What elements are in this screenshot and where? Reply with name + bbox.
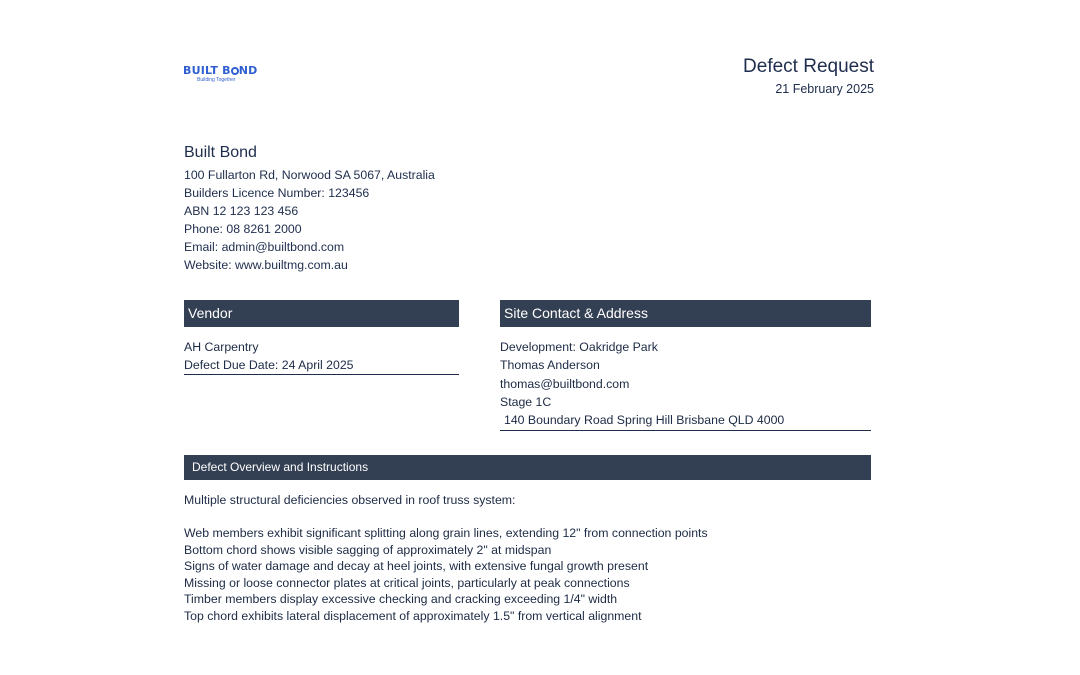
site-heading: Site Contact & Address xyxy=(500,300,871,327)
company-licence: Builders Licence Number: 123456 xyxy=(184,185,370,200)
logo-wordmark: BUILT B ND xyxy=(183,64,258,77)
company-details xyxy=(184,167,435,274)
defect-list xyxy=(184,525,708,625)
company-address: 100 Fullarton Rd, Norwood SA 5067, Australia xyxy=(184,168,435,182)
company-abn: ABN 12 123 123 456 xyxy=(184,203,299,218)
defect-due-date: Defect Due Date: 24 April 2025 xyxy=(184,358,354,372)
site-contact-name: Thomas Anderson xyxy=(500,358,600,373)
company-email: Email: admin@builtbond.com xyxy=(184,239,345,254)
defect-item: Top chord exhibits lateral displacement of approximately 1.5" from vertical alignment xyxy=(184,608,642,623)
vendor-details xyxy=(184,338,459,374)
document-date: 21 February 2025 xyxy=(775,82,874,96)
overview-heading: Defect Overview and Instructions xyxy=(184,455,871,480)
site-stage: Stage 1C xyxy=(500,394,552,409)
vendor-name: AH Carpentry xyxy=(184,340,259,354)
site-contact-email: thomas@builtbond.com xyxy=(500,376,630,391)
vendor-divider xyxy=(184,374,459,375)
defect-item: Web members exhibit significant splitting along grain lines, extending 12" from connection points xyxy=(184,526,708,540)
site-details xyxy=(500,338,871,411)
overview-intro: Multiple structural deficiencies observed in roof truss system: xyxy=(184,493,516,507)
site-development: Development: Oakridge Park xyxy=(500,340,658,354)
company-logo xyxy=(183,64,263,83)
defect-item: Signs of water damage and decay at heel joints, with extensive fungal growth present xyxy=(184,559,649,574)
defect-item: Bottom chord shows visible sagging of approximately 2" at midspan xyxy=(184,542,552,557)
site-address: 140 Boundary Road Spring Hill Brisbane QLD 4000 xyxy=(504,413,785,427)
document-title: Defect Request xyxy=(743,56,874,77)
company-phone: Phone: 08 8261 2000 xyxy=(184,221,302,236)
logo-ring-icon xyxy=(231,67,239,75)
company-name: Built Bond xyxy=(184,144,257,161)
logo-tagline: Building Together xyxy=(197,77,236,83)
site-divider xyxy=(500,430,871,431)
defect-item: Timber members display excessive checking and cracking exceeding 1/4" width xyxy=(184,592,618,607)
vendor-heading: Vendor xyxy=(184,300,459,327)
defect-item: Missing or loose connector plates at critical joints, particularly at peak connections xyxy=(184,575,630,590)
company-website: Website: www.builtmg.com.au xyxy=(184,257,348,272)
